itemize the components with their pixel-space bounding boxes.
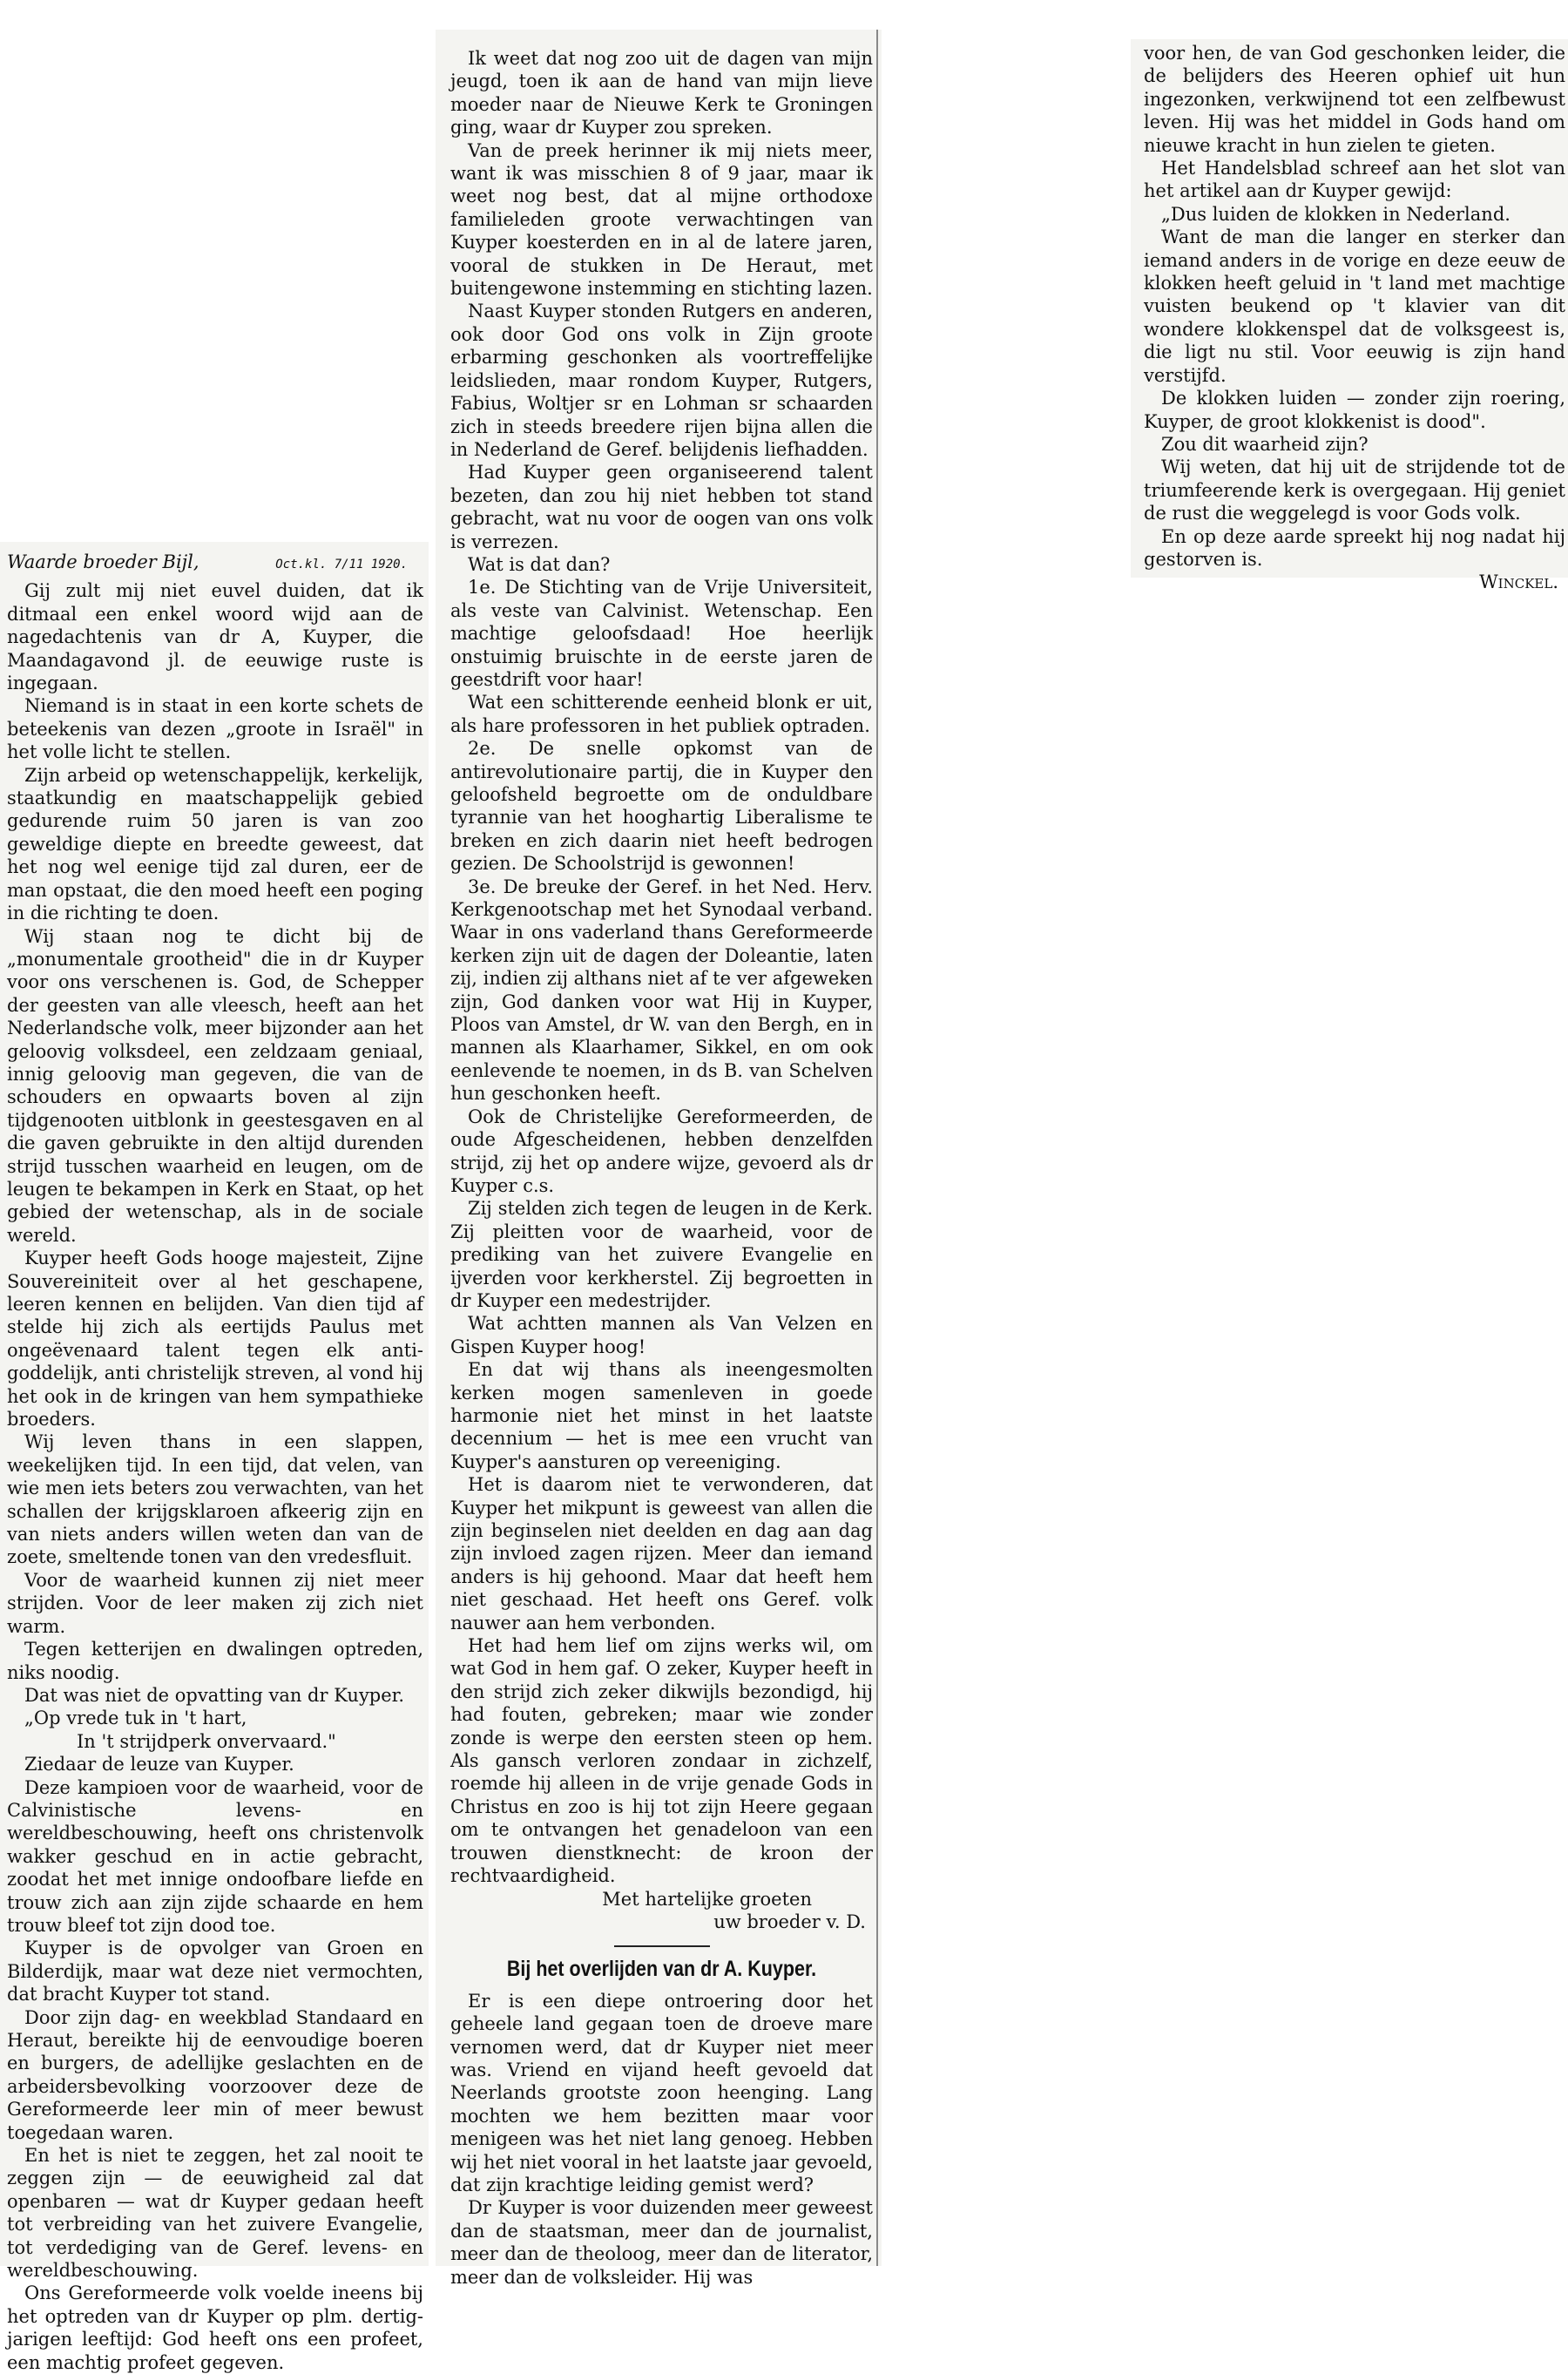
paragraph: Tegen ketterijen en dwalingen optreden, niks noodig. <box>7 1639 423 1683</box>
paragraph: Wat achtten mannen als Van Velzen en Gispen Kuyper hoog! <box>450 1313 873 1357</box>
letter-column-1 <box>7 551 423 2374</box>
paragraph: En het is niet te zeggen, het zal nooit te zeggen zijn — de eeuwigheid zal dat openbaren — wat dr Kuyper gedaan heeft tot verbreiding van het zuivere Evangelie, tot verdediging van de Geref. levens- en wereldbeschouwing. <box>7 2145 423 2282</box>
paragraph: De klokken luiden — zonder zijn roering, Kuyper, de groot klokkenist is dood". <box>1144 388 1565 432</box>
paragraph: Want de man die langer en sterker dan iemand anders in de vorige en deze eeuw de klokken heeft geluid in 't land met machtige vuisten beukend op 't klavier van dit wondere klokkenspel dat de volksgeest is, die ligt nu stil. Voor eeuwig is zijn hand verstijfd. <box>1144 227 1565 386</box>
paragraph: 1e. De Stichting van de Vrije Universiteit, als veste van Calvinist. Wetenschap. Een machtige geloofsdaad! Hoe heerlijk onstuimig bruischte in de eerste jaren de geestdrift voor haar! <box>450 577 873 690</box>
letter-column-3 <box>1144 42 1565 594</box>
paragraph: Kuyper is de opvolger van Groen en Bilderdijk, maar wat deze niet vermochten, dat bracht Kuyper tot stand. <box>7 1938 423 2005</box>
quote-line: In 't strijdperk onvervaard." <box>77 1730 336 1752</box>
paragraph: Zij stelden zich tegen de leugen in de Kerk. Zij pleitten voor de waarheid, voor de prediking van het zuivere Evangelie en ijverden voor kerkherstel. Zij begroetten in dr Kuyper een medestrijder. <box>450 1198 873 1311</box>
paragraph: Het is daarom niet te verwonderen, dat Kuyper het mikpunt is geweest van allen die zijn beginselen niet deelden en dag aan dag zijn invloed zagen rijzen. Meer dan iemand anders is hij gehoond. Maar dat heeft hem niet geschaad. Het heeft ons Geref. volk nauwer aan hem verbonden. <box>450 1474 873 1633</box>
paragraph: Van de preek herinner ik mij niets meer, want ik was misschien 8 of 9 jaar, maar ik weet nog best, dat al mijne orthodoxe familieleden groote verwachtingen van Kuyper koesterden en in al de latere jaren, vooral de stukken in De Heraut, met buitengewone instemming en stichting lazen. <box>450 139 873 300</box>
salutation: Waarde broeder Bijl, <box>7 551 199 572</box>
paragraph: Wat een schitterende eenheid blonk er uit, als hare professoren in het publiek optraden. <box>450 692 873 736</box>
paragraph: Had Kuyper geen organiseerend talent bezeten, dan zou hij niet hebben tot stand gebracht, wat nu voor de oogen van ons volk is verrezen. <box>450 462 873 552</box>
paragraph: Wij weten, dat hij uit de strijdende tot de triumfeerende kerk is overgegaan. Hij geniet de rust die weggelegd is voor Gods volk. <box>1144 457 1565 524</box>
letter-column-2 <box>450 47 873 2289</box>
article-title: Bij het overlijden van dr A. Kuyper. <box>506 1957 817 1982</box>
quote-line: „Op vrede tuk in 't hart, <box>24 1708 247 1729</box>
paragraph: Ook de Christelijke Gereformeerden, de oude Afgescheidenen, hebben denzelfden strijd, zij het op andere wijze, gevoerd als dr Kuyper c.s. <box>450 1106 873 1196</box>
paragraph: Niemand is in staat in een korte schets de beteekenis van dezen „groote in Israël" in het volle licht te stellen. <box>7 695 423 763</box>
paragraph: Kuyper heeft Gods hooge majesteit, Zijne Souvereiniteit over al het geschapene, leeren kennen en belijden. Van dien tijd af stelde hij zich als eertijds Paulus met ongeëvenaard talent tegen elk anti-goddelijk, anti christelijk streven, al vond hij het ook in de kringen van hem sympathieke broeders. <box>7 1248 423 1430</box>
closing-greeting: Met hartelijke groeten <box>602 1888 812 1910</box>
letter-signature: uw broeder v. D. <box>713 1911 866 1932</box>
paragraph: Wat is dat dan? <box>468 553 611 575</box>
paragraph: Gij zult mij niet euvel duiden, dat ik ditmaal een enkel woord wijd aan de nagedachtenis van dr A, Kuyper, die Maandagavond jl. de eeuwige ruste is ingegaan. <box>7 580 423 694</box>
paragraph: „Dus luiden de klokken in Nederland. <box>1161 203 1511 225</box>
article-signature: Winckel. <box>1479 572 1558 593</box>
paragraph: Het Handelsblad schreef aan het slot van het artikel aan dr Kuyper gewijd: <box>1144 158 1565 202</box>
paragraph: Door zijn dag- en weekblad Standaard en Heraut, bereikte hij de eenvoudige boeren en burgers, de adellijke geslachten en de arbeidersbevolking voorzoover deze de Gereformeerde leer min of meer bewust toegedaan waren. <box>7 2006 423 2143</box>
paragraph: En dat wij thans als ineengesmolten kerken mogen samenleven in goede harmonie niet het minst in het laatste decennium — het is mee een vrucht van Kuyper's aansturen op vereeniging. <box>450 1359 873 1472</box>
paragraph: Voor de waarheid kunnen zij niet meer strijden. Voor de leer maken zij zich niet warm. <box>7 1569 423 1637</box>
paragraph: voor hen, de van God geschonken leider, die de belijders des Heeren ophief uit hun ingezonken, verkwijnend tot een zelfbewust leven. Hij was het middel in Gods hand om nieuwe kracht in hun zielen te gieten. <box>1144 43 1565 156</box>
paragraph: 2e. De snelle opkomst van de antirevolutionaire partij, die in Kuyper den geloofsheld begroette om de onduldbare tyrannie van het hooghartig Liberalisme te breken en zich daarin niet heeft bedrogen gezien. De Schoolstrijd is gewonnen! <box>450 738 873 875</box>
paragraph: Zou dit waarheid zijn? <box>1161 433 1369 455</box>
paragraph: Ziedaar de leuze van Kuyper. <box>24 1754 294 1775</box>
paragraph: Naast Kuyper stonden Rutgers en anderen, ook door God ons volk in Zijn groote erbarming geschonken als voortreffelijke leidslieden, maar rondom Kuyper, Rutgers, Fabius, Woltjer sr en Lohman sr schaarden zich in steeds breedere rijen bijna allen die in Nederland de Geref. belijdenis liefhadden. <box>450 301 873 460</box>
handwritten-date-note: Oct.kl. 7/11 1920. <box>275 558 408 572</box>
paragraph: En op deze aarde spreekt hij nog nadat hij gestorven is. <box>1144 525 1565 570</box>
paragraph: Dat was niet de opvatting van dr Kuyper. <box>24 1684 405 1706</box>
column-separator <box>876 30 878 2266</box>
paragraph: Het had hem lief om zijns werks wil, om wat God in hem gaf. O zeker, Kuyper heeft in den strijd zich zeker dikwijls bezondigd, hij had fouten, gebreken; maar wie zonder zonde is werpe den eersten steen op hem. Als gansch verloren zondaar in zichzelf, roemde hij alleen in de vrije genade Gods in Christus en zoo is hij tot zijn Heere gegaan om te ontvangen het genadeloon van een trouwen dienstknecht: de kroon der rechtvaardigheid. <box>450 1635 873 1887</box>
paragraph: Wij staan nog te dicht bij de „monumentale grootheid" die in dr Kuyper voor ons verschenen is. God, de Schepper der geesten van alle vleesch, heeft aan het Nederlandsche volk, meer bijzonder aan het geloovig volksdeel, een zeldzaam geniaal, innig geloovig man gegeven, die van de schouders en opwaarts boven al zijn tijdgenooten uitblonk in geestesgaven en al die gaven gebruikte in den altijd durenden strijd tusschen waarheid en leugen, om de leugen te bekampen in Kerk en Staat, op het gebied der wetenschap, als in de sociale wereld. <box>7 925 423 1246</box>
paragraph: Dr Kuyper is voor duizenden meer geweest dan de staatsman, meer dan de journalist, meer dan de theoloog, meer dan de literator, meer dan de volksleider. Hij was <box>450 2197 873 2288</box>
paragraph: Ons Gereformeerde volk voelde ineens bij het optreden van dr Kuyper op plm. dertig-jarigen leeftijd: God heeft ons een profeet, een machtig profeet gegeven. <box>7 2283 423 2373</box>
paragraph: Ik weet dat nog zoo uit de dagen van mijn jeugd, toen ik aan de hand van mijn lieve moeder naar de Nieuwe Kerk te Groningen ging, waar dr Kuyper zou spreken. <box>450 48 873 139</box>
letter-header <box>7 551 423 576</box>
section-divider <box>614 1945 710 1947</box>
paragraph: Wij leven thans in een slappen, weekelijken tijd. In een tijd, dat velen, van wie men iets beters zou verwachten, van het schallen der krijgsklaroen afkeerig zijn en van niets anders willen weten dan van de zoete, smeltende tonen van den vredesfluit. <box>7 1431 423 1568</box>
paragraph: Er is een diepe ontroering door het geheele land gegaan toen de droeve mare vernomen werd, dat dr Kuyper niet meer was. Vriend en vijand heeft gevoeld dat Neerlands grootste zoon heenging. Lang mochten we hem bezitten maar voor menigeen was het niet lang genoeg. Hebben wij het niet vooral in het laatste jaar gevoeld, dat zijn krachtige leiding gemist werd? <box>450 1990 873 2195</box>
paragraph: Zijn arbeid op wetenschappelijk, kerkelijk, staatkundig en maatschappelijk gebied gedurende ruim 50 jaren is van zoo geweldige diepte en breedte geweest, dat het nog wel eenige tijd zal duren, eer de man opstaat, die den moed heeft een poging in die richting te doen. <box>7 764 423 924</box>
paragraph: Deze kampioen voor de waarheid, voor de Calvinistische levens- en wereldbeschouwing, heeft ons christenvolk wakker geschud en in actie gebracht, zoodat het met innige ondoofbare liefde en trouw zich aan zijn zijde schaarde en hem trouw bleef tot zijn dood toe. <box>7 1776 423 1936</box>
paragraph: 3e. De breuke der Geref. in het Ned. Herv. Kerkgenootschap met het Synodaal verband. Waar in ons vaderland thans Gereformeerde kerken zijn uit de dagen der Doleantie, laten zij, indien zij althans niet af te ver afgeweken zijn, God danken voor wat Hij in Kuyper, Ploos van Amstel, dr W. van den Bergh, en in mannen als Klaarhamer, Sikkel, en om ook eenlevende te noemen, in ds B. van Schelven hun geschonken heeft. <box>450 876 873 1105</box>
